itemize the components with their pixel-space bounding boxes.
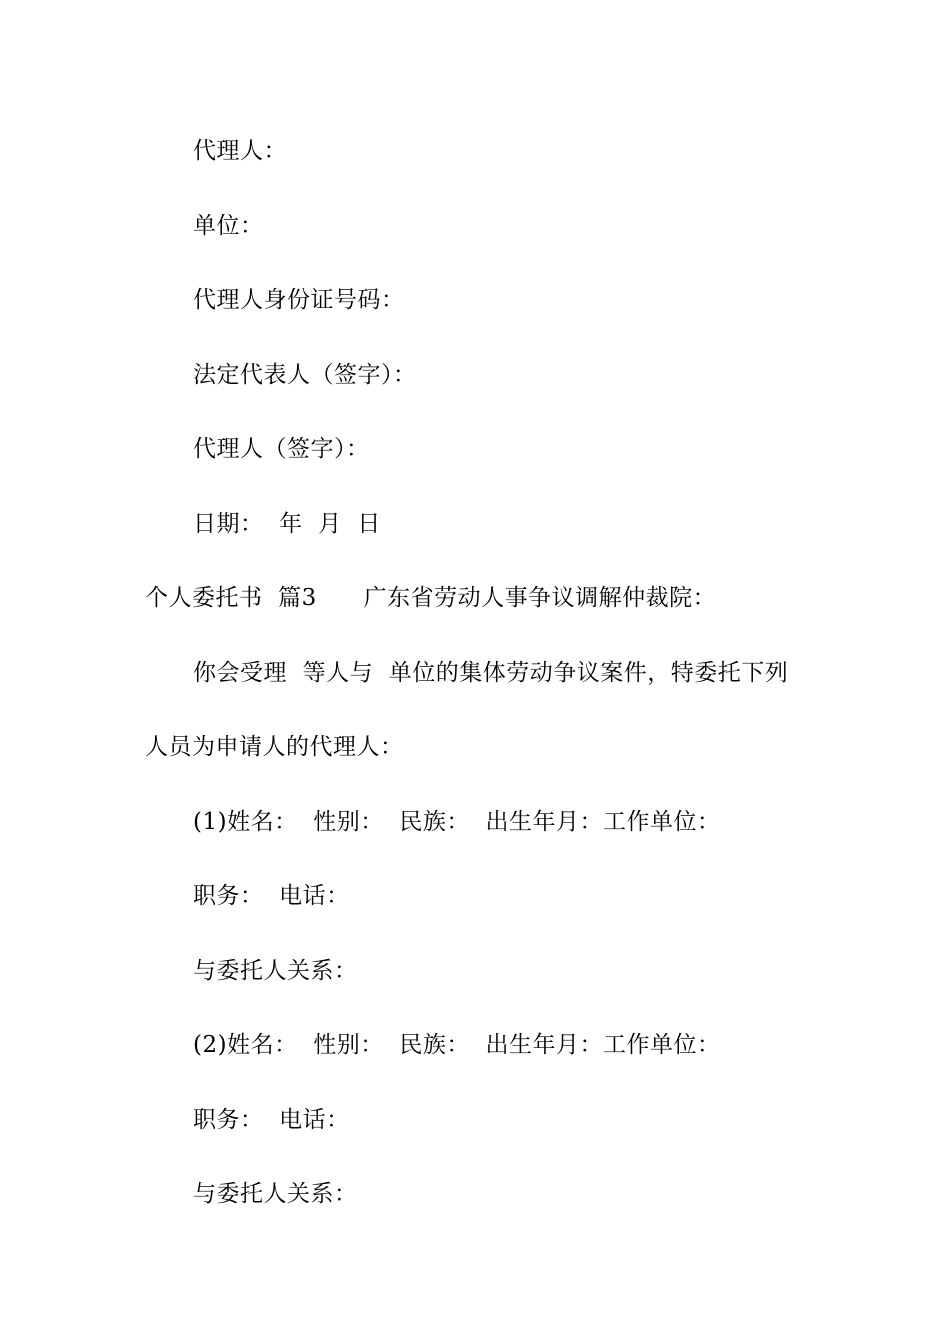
body-paragraph-line-2: 人员为申请人的代理人： <box>145 734 404 760</box>
agent-2-relationship-line: 与委托人关系： <box>193 1181 358 1207</box>
body-paragraph-line-1: 你会受理 等人与 单位的集体劳动争议案件，特委托下列 <box>193 660 789 686</box>
agent-line: 代理人： <box>193 138 287 164</box>
agent-signature-line: 代理人（签字）： <box>193 436 370 462</box>
agent-1-info-line: (1)姓名： 性别： 民族： 出生年月：工作单位： <box>193 809 721 835</box>
section-heading-line: 个人委托书 篇3 广东省劳动人事争议调解仲裁院： <box>145 585 717 611</box>
agent-1-position-phone-line: 职务： 电话： <box>193 883 350 909</box>
date-line: 日期： 年 月 日 <box>193 511 381 537</box>
unit-line: 单位： <box>193 213 264 239</box>
agent-2-info-line: (2)姓名： 性别： 民族： 出生年月：工作单位： <box>193 1032 721 1058</box>
agent-2-position-phone-line: 职务： 电话： <box>193 1107 350 1133</box>
legal-representative-signature-line: 法定代表人（签字）： <box>193 362 417 388</box>
agent-1-relationship-line: 与委托人关系： <box>193 958 358 984</box>
agent-id-number-line: 代理人身份证号码： <box>193 287 405 313</box>
